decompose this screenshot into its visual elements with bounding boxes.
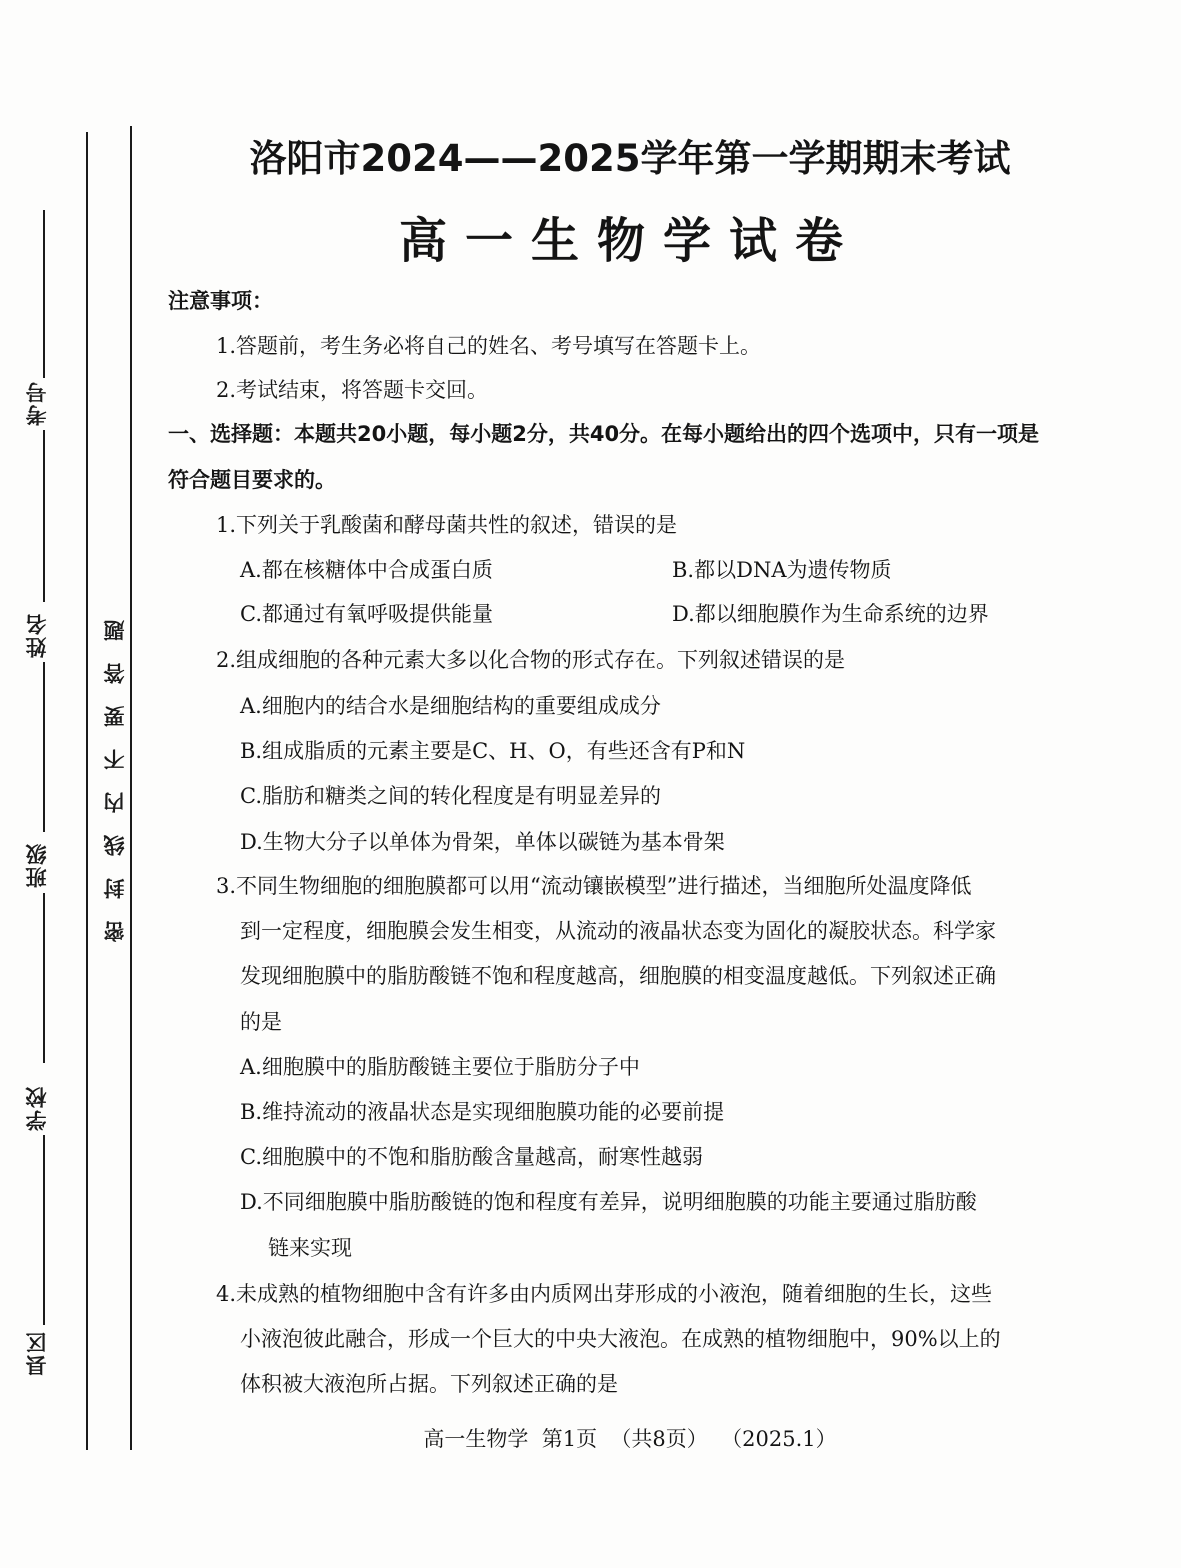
question-4-stem-cont: 小液泡彼此融合，形成一个巨大的中央大液泡。在成熟的植物细胞中，90%以上的 — [240, 1327, 1001, 1351]
label-district: 县区 — [25, 1330, 49, 1376]
question-4-stem: 4.未成熟的植物细胞中含有许多由内质网出芽形成的小液泡，随着细胞的生长，这些 — [216, 1282, 993, 1306]
question-1-option-c: C.都通过有氧呼吸提供能量 — [240, 602, 493, 626]
blank-line-name-upper — [43, 430, 45, 602]
question-3-stem-cont: 到一定程度，细胞膜会发生相变，从流动的液晶状态变为固化的凝胶状态。科学家 — [240, 919, 996, 943]
notice-item: 1.答题前，考生务必将自己的姓名、考号填写在答题卡上。 — [216, 334, 762, 358]
question-2-stem: 2.组成细胞的各种元素大多以化合物的形式存在。下列叙述错误的是 — [216, 648, 846, 672]
question-4-stem-cont: 体积被大液泡所占据。下列叙述正确的是 — [240, 1372, 618, 1396]
label-class: 班级 — [25, 842, 49, 888]
notice-item: 2.考试结束，将答题卡交回。 — [216, 378, 489, 402]
exam-title: 洛阳市2024——2025学年第一学期期末考试 — [249, 137, 1011, 180]
section-heading: 一、选择题：本题共20小题，每小题2分，共40分。在每小题给出的四个选项中，只有一项是 — [168, 422, 1040, 446]
question-3-option-d-cont: 链来实现 — [268, 1236, 352, 1260]
question-3-stem-cont: 发现细胞膜中的脂肪酸链不饱和程度越高，细胞膜的相变温度越低。下列叙述正确 — [240, 964, 996, 988]
blank-line-class-upper — [43, 662, 45, 832]
question-1-option-d: D.都以细胞膜作为生命系统的边界 — [672, 602, 989, 626]
question-1-option-a: A.都在核糖体中合成蛋白质 — [240, 558, 493, 582]
question-2-option-c: C.脂肪和糖类之间的转化程度是有明显差异的 — [240, 784, 661, 808]
margin-line-inner — [130, 126, 132, 1450]
question-2-option-d: D.生物大分子以单体为骨架，单体以碳链为基本骨架 — [240, 830, 725, 854]
question-3-stem-cont: 的是 — [240, 1010, 282, 1034]
question-3-stem: 3.不同生物细胞的细胞膜都可以用“流动镶嵌模型”进行描述，当细胞所处温度降低 — [216, 874, 972, 898]
question-3-option-a: A.细胞膜中的脂肪酸链主要位于脂肪分子中 — [240, 1055, 640, 1079]
question-3-option-d: D.不同细胞膜中脂肪酸链的饱和程度有差异，说明细胞膜的功能主要通过脂肪酸 — [240, 1190, 977, 1214]
blank-line-district-upper — [43, 1135, 45, 1325]
notice-heading: 注意事项： — [168, 289, 273, 313]
section-heading-cont: 符合题目要求的。 — [168, 468, 336, 492]
blank-line-school-upper — [43, 893, 45, 1063]
margin-line-outer — [86, 132, 88, 1450]
seal-line-notice: 密封线内不要答题 — [103, 598, 127, 942]
question-1-stem: 1.下列关于乳酸菌和酵母菌共性的叙述，错误的是 — [216, 513, 678, 537]
question-1-option-b: B.都以DNA为遗传物质 — [672, 558, 892, 582]
label-school: 学校 — [25, 1085, 49, 1131]
paper-subtitle: 高一生物学试卷 — [398, 213, 861, 269]
blank-line-exam-number — [43, 210, 45, 378]
question-2-option-b: B.组成脂质的元素主要是C、H、O，有些还含有P和N — [240, 739, 746, 763]
page-footer: 高一生物学 第1页 （共8页） （2025.1） — [423, 1427, 837, 1451]
label-exam-number: 考号 — [25, 380, 49, 426]
question-3-option-c: C.细胞膜中的不饱和脂肪酸含量越高，耐寒性越弱 — [240, 1145, 703, 1169]
label-name: 姓名 — [25, 612, 49, 658]
question-2-option-a: A.细胞内的结合水是细胞结构的重要组成成分 — [240, 694, 661, 718]
question-3-option-b: B.维持流动的液晶状态是实现细胞膜功能的必要前提 — [240, 1100, 725, 1124]
